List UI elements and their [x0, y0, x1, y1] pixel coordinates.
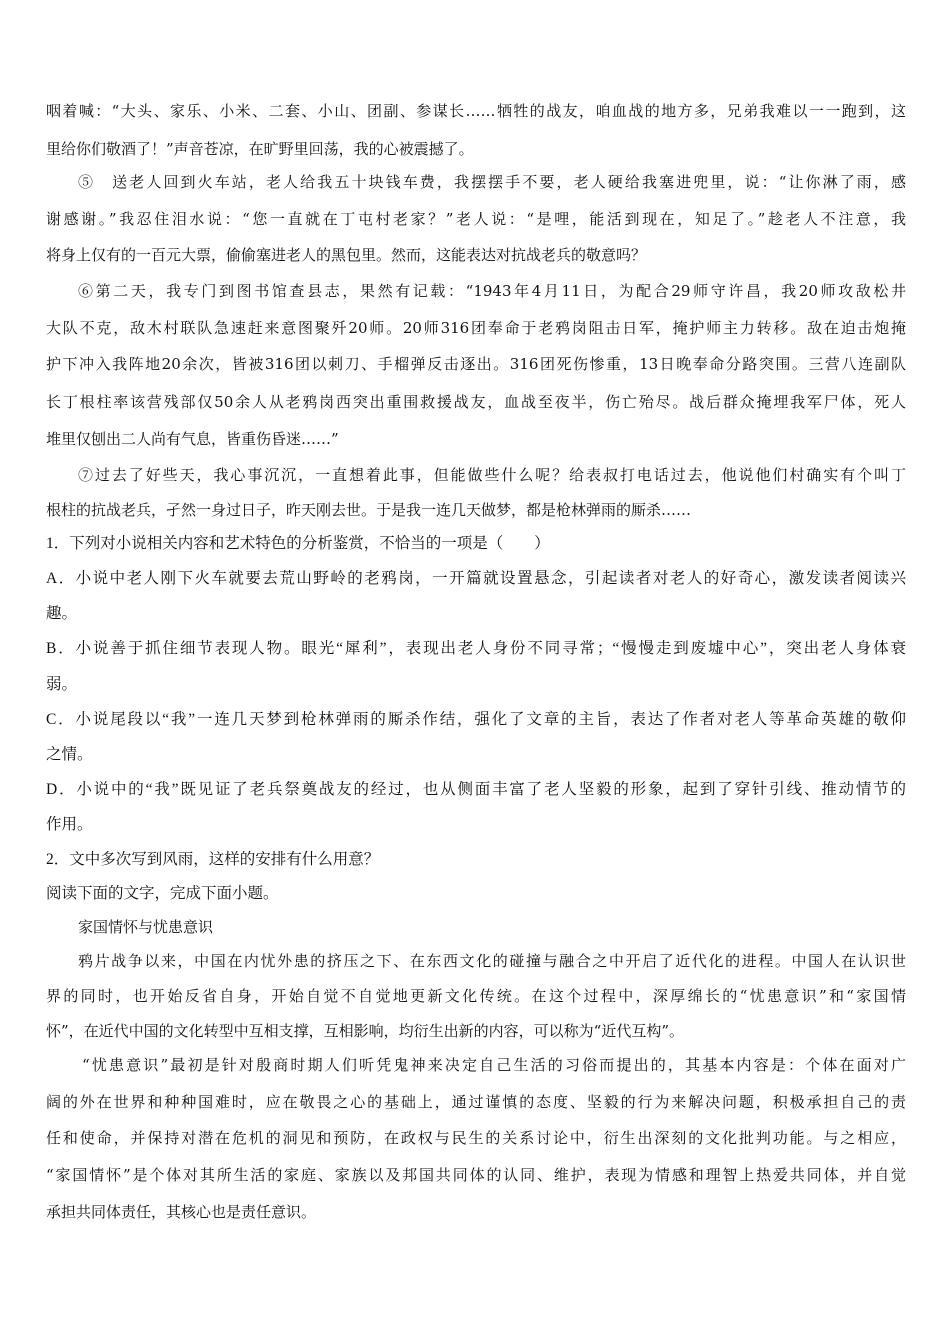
essay-p2-line-4: “家国情怀”是个体对其所生活的家庭、家族以及邦国共同体的认同、维护，表现为情感和理智上热爱共同体，并自觉: [46, 1166, 906, 1184]
option-d-line-2: 作用。: [46, 816, 93, 833]
story-p4-line-2: 里给你们敬酒了！”声音苍凉，在旷野里回荡，我的心被震撼了。: [46, 140, 474, 158]
essay-p1-line-2: 界的同时，也开始反省自身，开始自觉不自觉地更新文化传统。在这个过程中，深厚绵长的“忧患意识”和“家国情: [46, 987, 906, 1005]
reading-instruction: 阅读下面的文字，完成下面小题。: [46, 885, 279, 902]
story-p7-line-2: 根柱的抗战老兵，孑然一身过日子，昨天刚去世。于是我一连几天做梦，都是枪林弹雨的厮杀……: [46, 501, 692, 519]
story-p6-line-1: ⑥第二天，我专门到图书馆查县志，果然有记载：“1943年4月11日，为配合29师守许昌，我20师攻敌松井: [78, 282, 906, 300]
essay-p2-line-1: “忧患意识”最初是针对殷商时期人们听凭鬼神来决定自己生活的习俗而提出的，其基本内容是：个体在面对广: [82, 1056, 906, 1074]
story-p6-line-5: 堆里仅刨出二人尚有气息，皆重伤昏迷……”: [46, 430, 339, 448]
question-1-stem: 1．下列对小说相关内容和艺术特色的分析鉴赏，不恰当的一项是（ ）: [46, 535, 550, 552]
option-b-line-2: 弱。: [46, 676, 78, 693]
story-p4-line-1: 咽着喊：“大头、家乐、小米、二套、小山、团副、参谋长……牺牲的战友，咱血战的地方多，兄弟我难以一一跑到，这: [46, 102, 906, 120]
option-c-line-2: 之情。: [46, 746, 93, 763]
option-a-line-1: A．小说中老人刚下火车就要去荒山野岭的老鸦岗，一开篇就设置悬念，引起读者对老人的好奇心，激发读者阅读兴: [46, 570, 906, 587]
essay-p1-line-3: 怀”，在近代中国的文化转型中互相支撑，互相影响，均衍生出新的内容，可以称为“近代互构”。: [46, 1022, 685, 1040]
essay-title: 家国情怀与忧患意识: [78, 918, 214, 936]
essay-p2-line-2: 阔的外在世界和种种国难时，应在敬畏之心的基础上，通过谨慎的态度、坚毅的行为来解决问题，积极承担自己的责: [46, 1093, 906, 1111]
story-p5-line-3: 将身上仅有的一百元大票，偷偷塞进老人的黑包里。然而，这能表达对抗战老兵的敬意吗？: [46, 246, 647, 264]
story-p5-line-2: 谢感谢。”我忍住泪水说：“您一直就在丁屯村老家？”老人说：“是哩，能活到现在，知足了。”趁老人不注意，我: [46, 210, 906, 228]
option-a-line-2: 趣。: [46, 605, 78, 622]
option-c-line-1: C．小说尾段以“我”一连几天梦到枪林弹雨的厮杀作结，强化了文章的主旨，表达了作者对老人等革命英雄的敬仰: [46, 711, 906, 728]
story-p6-line-4: 长丁根柱率该营残部仅50余人从老鸦岗西突出重围救援战友，血战至夜半，伤亡殆尽。战后群众掩埋我军尸体，死人: [46, 393, 906, 411]
essay-p2-line-5: 承担共同体责任，其核心也是责任意识。: [46, 1203, 317, 1221]
essay-p1-line-1: 鸦片战争以来，中国在内忧外患的挤压之下、在东西文化的碰撞与融合之中开启了近代化的进程。中国人在认识世: [78, 952, 906, 970]
option-b-line-1: B．小说善于抓住细节表现人物。眼光“犀利”，表现出老人身份不同寻常；“慢慢走到废墟中心”，突出老人身体衰: [46, 640, 906, 657]
question-2-stem: 2．文中多次写到风雨，这样的安排有什么用意？: [46, 851, 380, 868]
story-p7-line-1: ⑦过去了好些天，我心事沉沉，一直想着此事，但能做些什么呢？给表叔打电话过去，他说他们村确实有个叫丁: [78, 466, 906, 484]
essay-p2-line-3: 任和使命，并保持对潜在危机的洞见和预防，在政权与民生的关系讨论中，衍生出深刻的文化批判功能。与之相应，: [46, 1129, 906, 1147]
story-p5-line-1: ⑤ 送老人回到火车站，老人给我五十块钱车费，我摆摆手不要，老人硬给我塞进兜里，说：“让你淋了雨，感: [78, 173, 906, 191]
story-p6-line-3: 护下冲入我阵地20余次，皆被316团以刺刀、手榴弹反击逐出。316团死伤惨重，13日晚奉命分路突围。三营八连副队: [46, 355, 906, 373]
option-d-line-1: D．小说中的“我”既见证了老兵祭奠战友的经过，也从侧面丰富了老人坚毅的形象，起到了穿针引线、推动情节的: [46, 781, 906, 798]
story-p6-line-2: 大队不克，敌木村联队急速赶来意图聚歼20师。20师316团奉命于老鸦岗阻击日军，掩护师主力转移。敌在迫击炮掩: [46, 319, 906, 337]
